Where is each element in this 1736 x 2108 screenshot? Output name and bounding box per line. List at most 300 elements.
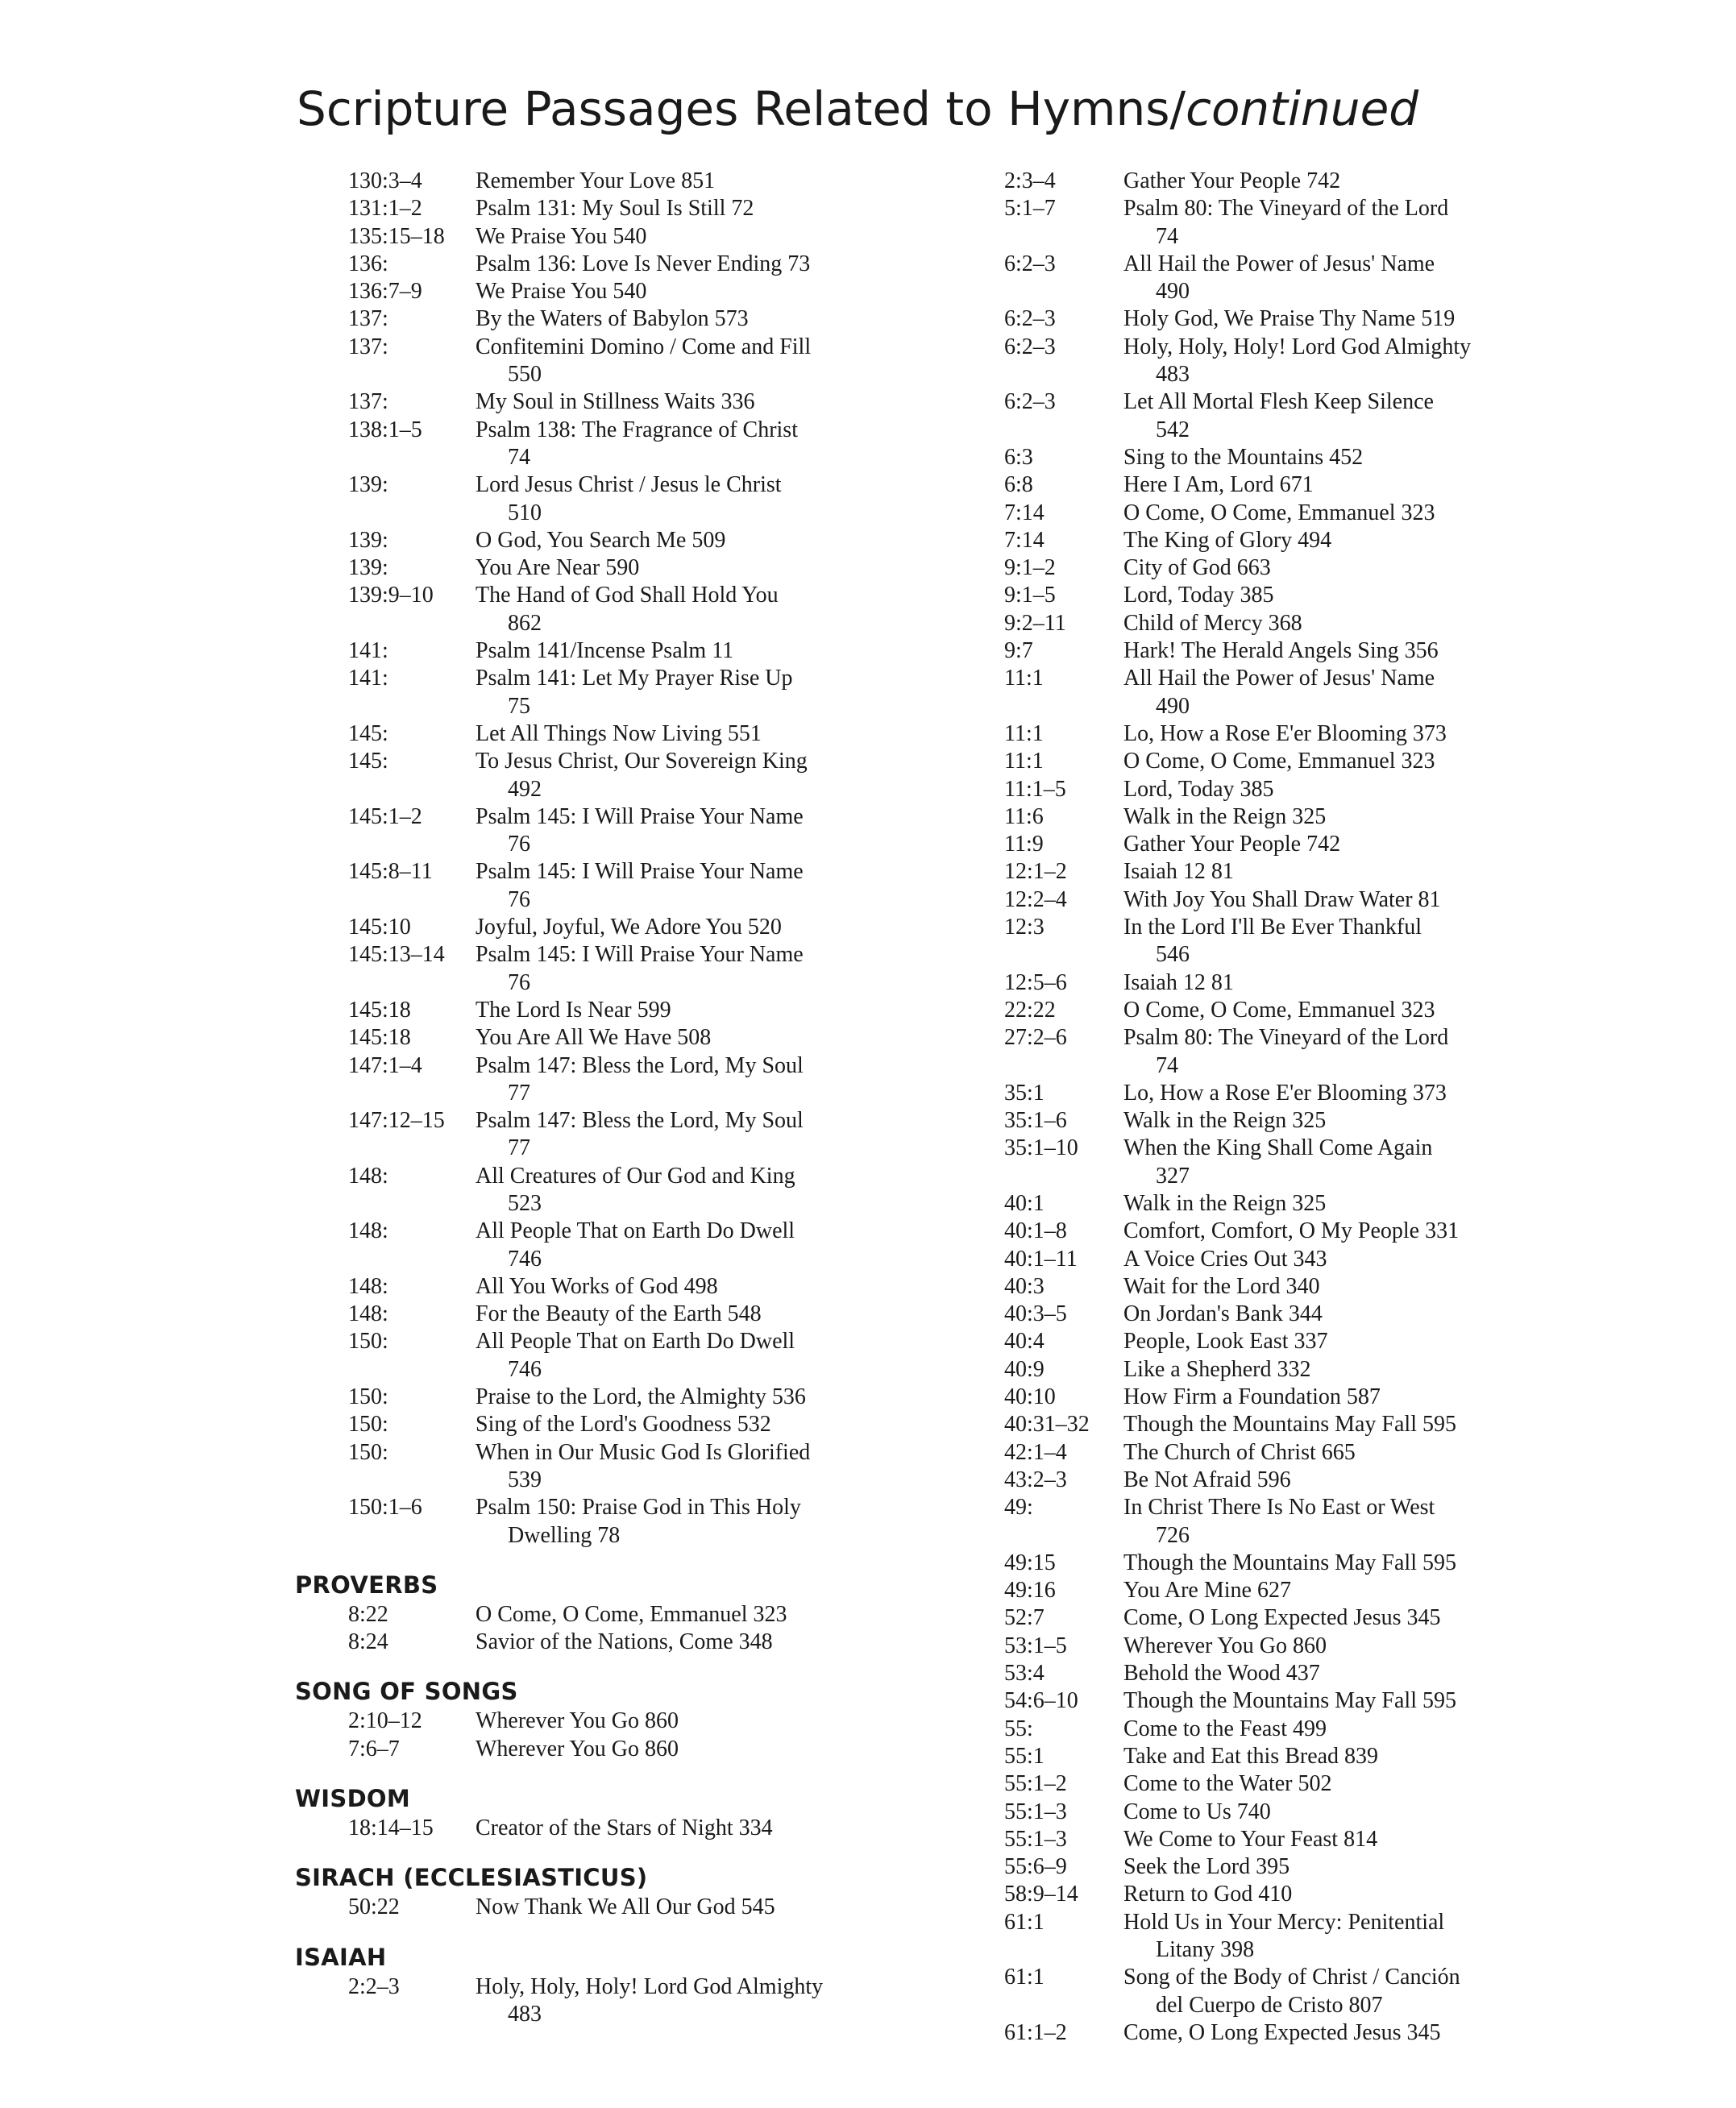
entry-line (1004, 500, 1520, 527)
scripture-ref: 61:1 (1004, 1909, 1045, 1935)
scripture-ref: 9:1–2 (1004, 555, 1056, 581)
hymn-title: Praise to the Lord, the Almighty 536 (476, 1384, 806, 1410)
entry-line (295, 858, 875, 886)
scripture-ref: 150: (348, 1412, 388, 1438)
hymn-title: In Christ There Is No East or West (1123, 1495, 1435, 1521)
hymn-title: You Are All We Have 508 (476, 1025, 712, 1051)
hymn-title: Psalm 138: The Fragrance of Christ (476, 417, 798, 442)
entry-line (1004, 305, 1520, 333)
entry-line (295, 1708, 875, 1735)
hymn-title: Come to Us 740 (1123, 1799, 1271, 1824)
entry-line (295, 1024, 875, 1052)
hymn-title: Isaiah 12 81 (1123, 859, 1234, 885)
hymn-title: We Come to Your Feast 814 (1123, 1826, 1378, 1852)
entry-line (1004, 1135, 1520, 1162)
entry-line (1004, 610, 1520, 637)
scripture-ref: 9:7 (1004, 638, 1033, 664)
scripture-ref: 148: (348, 1301, 388, 1327)
hymn-title: Come to the Feast 499 (1123, 1716, 1327, 1741)
scripture-ref: 40:9 (1004, 1356, 1045, 1382)
hymn-title: O Come, O Come, Emmanuel 323 (1123, 997, 1435, 1023)
entry-line (295, 1190, 875, 1218)
entry-line (1004, 1743, 1520, 1770)
entry-line (295, 748, 875, 775)
scripture-ref: 6:2–3 (1004, 251, 1056, 276)
book-heading (295, 1569, 875, 1601)
hymn-title: Wherever You Go 860 (476, 1736, 679, 1762)
scripture-ref: 145:18 (348, 1025, 411, 1051)
right-column (1004, 168, 1520, 2047)
entry-line (1004, 1273, 1520, 1301)
entry-line (1004, 1853, 1520, 1881)
hymn-title: Seek the Lord 395 (1123, 1854, 1290, 1880)
entry-line (1004, 334, 1520, 361)
entry-line (1004, 1522, 1520, 1550)
book-heading-label: ISAIAH (295, 1943, 387, 1971)
entry-line (295, 831, 875, 858)
entry-line (1004, 1356, 1520, 1384)
entry-line (295, 665, 875, 692)
hymn-title: Holy, Holy, Holy! Lord God Almighty (1123, 334, 1472, 359)
entry-line (295, 1736, 875, 1763)
entry-line (1004, 1246, 1520, 1273)
entry-line (1004, 1687, 1520, 1715)
hymn-title: City of God 663 (1123, 555, 1271, 581)
hymn-title: All You Works of God 498 (476, 1273, 718, 1299)
scripture-ref: 147:1–4 (348, 1052, 422, 1078)
entry-line (295, 1411, 875, 1438)
hymn-title: Psalm 150: Praise God in This Holy (476, 1495, 801, 1521)
entry-line (1004, 831, 1520, 858)
book-heading-label: WISDOM (295, 1785, 411, 1813)
scripture-ref: 141: (348, 638, 388, 664)
entry-line (1004, 554, 1520, 582)
entry-line (295, 776, 875, 803)
scripture-ref: 40:31–32 (1004, 1412, 1090, 1438)
hymn-title: Holy, Holy, Holy! Lord God Almighty (476, 1973, 824, 1999)
hymn-title-continued: 550 (508, 362, 542, 388)
hymn-title: Isaiah 12 81 (1123, 969, 1234, 995)
entry-line (1004, 1633, 1520, 1660)
hymn-title-continued: 746 (508, 1246, 542, 1272)
entry-line (1004, 1881, 1520, 1908)
hymn-title: O Come, O Come, Emmanuel 323 (1123, 749, 1435, 774)
book-heading (295, 1861, 875, 1894)
scripture-ref: 136:7–9 (348, 279, 422, 305)
scripture-ref: 2:3–4 (1004, 168, 1056, 193)
entry-line (1004, 1577, 1520, 1604)
hymn-title: A Voice Cries Out 343 (1123, 1246, 1327, 1272)
hymn-title: How Firm a Foundation 587 (1123, 1384, 1381, 1410)
hymn-title: My Soul in Stillness Waits 336 (476, 389, 755, 415)
scripture-ref: 55:6–9 (1004, 1854, 1067, 1880)
entry-line (1004, 1964, 1520, 1991)
hymn-title-continued: 74 (508, 444, 530, 470)
hymn-title: Wait for the Lord 340 (1123, 1273, 1320, 1299)
entry-line (1004, 168, 1520, 195)
scripture-ref: 145:10 (348, 915, 411, 940)
scripture-ref: 141: (348, 666, 388, 691)
entry-line (295, 334, 875, 361)
entry-line (1004, 251, 1520, 278)
entry-line (295, 388, 875, 416)
hymn-title-continued: 75 (508, 693, 530, 719)
scripture-ref: 12:5–6 (1004, 969, 1067, 995)
hymn-title: Confitemini Domino / Come and Fill (476, 334, 812, 359)
hymn-title: Wherever You Go 860 (1123, 1633, 1327, 1658)
entry-line (295, 1080, 875, 1107)
scripture-ref: 150:1–6 (348, 1495, 422, 1521)
scripture-ref: 11:1–5 (1004, 776, 1066, 802)
entry-line (295, 610, 875, 637)
entry-line (295, 527, 875, 554)
scripture-ref: 9:1–5 (1004, 583, 1056, 608)
hymn-title: Psalm 131: My Soul Is Still 72 (476, 196, 754, 222)
hymn-title: Lo, How a Rose E'er Blooming 373 (1123, 720, 1447, 746)
entry-line (1004, 278, 1520, 305)
entry-line (295, 886, 875, 914)
entry-line (1004, 444, 1520, 471)
scripture-ref: 40:1–11 (1004, 1246, 1078, 1272)
entry-line (295, 1356, 875, 1384)
entry-line (1004, 803, 1520, 831)
scripture-ref: 137: (348, 389, 388, 415)
hymn-title-continued: 77 (508, 1135, 530, 1161)
entry-line (1004, 1467, 1520, 1494)
hymn-title-continued: 76 (508, 832, 530, 857)
entry-line (295, 223, 875, 251)
hymn-title-continued: 74 (1156, 223, 1178, 249)
book-heading-label: SONG OF SONGS (295, 1678, 518, 1706)
scripture-ref: 43:2–3 (1004, 1467, 1067, 1492)
hymn-title: By the Waters of Babylon 573 (476, 306, 749, 332)
entry-line (295, 1052, 875, 1080)
hymn-title: When in Our Music God Is Glorified (476, 1439, 811, 1465)
hymn-title: All Hail the Power of Jesus' Name (1123, 251, 1435, 276)
entry-line (1004, 1163, 1520, 1190)
entry-line (1004, 1107, 1520, 1135)
entry-line (295, 1467, 875, 1494)
scripture-ref: 6:3 (1004, 444, 1033, 470)
hymn-title: Behold the Wood 437 (1123, 1661, 1320, 1687)
hymn-title: Sing to the Mountains 452 (1123, 444, 1364, 470)
hymn-title: Joyful, Joyful, We Adore You 520 (476, 915, 782, 940)
entry-line (295, 1522, 875, 1550)
scripture-ref: 136: (348, 251, 388, 276)
hymn-title: Wherever You Go 860 (476, 1708, 679, 1734)
hymn-title: Creator of the Stars of Night 334 (476, 1815, 773, 1841)
entry-line (295, 168, 875, 195)
entry-line (295, 251, 875, 278)
hymn-title: Come, O Long Expected Jesus 345 (1123, 1605, 1441, 1631)
book-heading (295, 1941, 875, 1973)
entry-line (295, 1163, 875, 1190)
entry-line (295, 941, 875, 969)
scripture-ref: 53:1–5 (1004, 1633, 1067, 1658)
scripture-ref: 148: (348, 1273, 388, 1299)
hymn-title-continued: del Cuerpo de Cristo 807 (1156, 1992, 1383, 2018)
entry-line (295, 1328, 875, 1355)
scripture-ref: 49:15 (1004, 1550, 1056, 1575)
entry-line (295, 693, 875, 720)
hymn-title-continued: 77 (508, 1080, 530, 1106)
entry-line (295, 720, 875, 748)
entry-line (295, 969, 875, 997)
page-title-continued: continued (1186, 81, 1419, 136)
entry-line (1004, 693, 1520, 720)
scripture-ref: 131:1–2 (348, 196, 422, 222)
scripture-ref: 2:10–12 (348, 1708, 422, 1734)
scripture-ref: 139: (348, 527, 388, 553)
entry-line (1004, 858, 1520, 886)
hymn-title: Remember Your Love 851 (476, 168, 716, 193)
entry-line (1004, 665, 1520, 692)
hymn-title: In the Lord I'll Be Ever Thankful (1123, 915, 1422, 940)
scripture-ref: 148: (348, 1163, 388, 1189)
hymn-title: Psalm 147: Bless the Lord, My Soul (476, 1108, 804, 1134)
scripture-ref: 40:3–5 (1004, 1301, 1067, 1327)
hymn-title: For the Beauty of the Earth 548 (476, 1301, 762, 1327)
scripture-ref: 6:2–3 (1004, 334, 1056, 359)
scripture-ref: 139:9–10 (348, 583, 434, 608)
scripture-ref: 139: (348, 555, 388, 581)
scripture-ref: 49:16 (1004, 1578, 1056, 1604)
hymn-title: The King of Glory 494 (1123, 527, 1332, 553)
hymn-title: Psalm 145: I Will Praise Your Name (476, 859, 804, 885)
scripture-ref: 11:1 (1004, 666, 1044, 691)
book-heading-label: SIRACH (ECCLESIASTICUS) (295, 1864, 648, 1892)
hymn-title-continued: 539 (508, 1467, 542, 1492)
book-heading (295, 1782, 875, 1815)
entry-line (1004, 527, 1520, 554)
scripture-ref: 130:3–4 (348, 168, 422, 193)
scripture-ref: 40:3 (1004, 1273, 1045, 1299)
hymn-title: Walk in the Reign 325 (1123, 1190, 1327, 1216)
entry-line (1004, 195, 1520, 222)
scripture-ref: 145:18 (348, 997, 411, 1023)
hymn-title: All People That on Earth Do Dwell (476, 1218, 795, 1244)
entry-line (295, 1273, 875, 1301)
hymn-title-continued: 542 (1156, 417, 1190, 442)
scripture-ref: 2:2–3 (348, 1973, 400, 1999)
book-heading (295, 1675, 875, 1708)
hymn-title-continued: 74 (1156, 1052, 1178, 1078)
hymn-title-continued: 76 (508, 969, 530, 995)
scripture-ref: 55:1 (1004, 1743, 1045, 1769)
scripture-ref: 49: (1004, 1495, 1033, 1521)
hymn-title-continued: 726 (1156, 1522, 1190, 1548)
hymn-title: Lord Jesus Christ / Jesus le Christ (476, 472, 782, 498)
hymn-title: Let All Mortal Flesh Keep Silence (1123, 389, 1434, 415)
scripture-ref: 58:9–14 (1004, 1882, 1078, 1907)
section-spacer (295, 1656, 875, 1675)
scripture-ref: 137: (348, 306, 388, 332)
hymn-title: Like a Shepherd 332 (1123, 1356, 1311, 1382)
hymn-title: Psalm 80: The Vineyard of the Lord (1123, 196, 1449, 222)
entry-line (295, 361, 875, 388)
scripture-ref: 18:14–15 (348, 1815, 434, 1841)
scripture-ref: 135:15–18 (348, 223, 445, 249)
hymn-title: Psalm 136: Love Is Never Ending 73 (476, 251, 811, 276)
hymn-title: Come, O Long Expected Jesus 345 (1123, 2019, 1441, 2045)
entry-line (1004, 1301, 1520, 1328)
scripture-ref: 137: (348, 334, 388, 359)
entry-line (1004, 417, 1520, 444)
entry-line (295, 195, 875, 222)
entry-line (1004, 969, 1520, 997)
scripture-ref: 6:8 (1004, 472, 1033, 498)
hymn-title: Let All Things Now Living 551 (476, 720, 762, 746)
scripture-ref: 40:10 (1004, 1384, 1056, 1410)
entry-line (295, 1246, 875, 1273)
hymn-title-continued: Litany 398 (1156, 1937, 1255, 1962)
entry-line (1004, 1411, 1520, 1438)
hymn-title: All Creatures of Our God and King (476, 1163, 795, 1189)
hymn-title: The Hand of God Shall Hold You (476, 583, 779, 608)
entry-line (295, 1107, 875, 1135)
scripture-ref: 7:14 (1004, 500, 1045, 525)
scripture-ref: 145: (348, 749, 388, 774)
entry-line (1004, 1826, 1520, 1853)
hymn-title-continued: Dwelling 78 (508, 1522, 621, 1548)
hymn-title: Psalm 145: I Will Praise Your Name (476, 803, 804, 829)
page-title-main: Scripture Passages Related to Hymns/ (297, 81, 1186, 136)
scripture-ref: 148: (348, 1218, 388, 1244)
entry-line (1004, 637, 1520, 665)
hymn-title-continued: 490 (1156, 693, 1190, 719)
entry-line (295, 2001, 875, 2028)
hymn-title: Though the Mountains May Fall 595 (1123, 1412, 1456, 1438)
hymn-title: O Come, O Come, Emmanuel 323 (1123, 500, 1435, 525)
entry-line (1004, 361, 1520, 388)
scripture-ref: 40:4 (1004, 1329, 1045, 1355)
scripture-ref: 55:1–3 (1004, 1799, 1067, 1824)
entry-line (295, 997, 875, 1024)
hymn-title: You Are Mine 627 (1123, 1578, 1291, 1604)
hymn-title: Be Not Afraid 596 (1123, 1467, 1291, 1492)
entry-line (295, 1815, 875, 1842)
scripture-ref: 145:1–2 (348, 803, 422, 829)
hymn-title: Sing of the Lord's Goodness 532 (476, 1412, 771, 1438)
hymn-title: All People That on Earth Do Dwell (476, 1329, 795, 1355)
scripture-ref: 35:1–6 (1004, 1108, 1067, 1134)
hymn-title-continued: 492 (508, 776, 542, 802)
entry-line (295, 1601, 875, 1629)
scripture-ref: 55: (1004, 1716, 1033, 1741)
scripture-ref: 42:1–4 (1004, 1439, 1067, 1465)
scripture-ref: 11:6 (1004, 803, 1044, 829)
scripture-ref: 50:22 (348, 1894, 400, 1920)
scripture-ref: 8:24 (348, 1629, 388, 1655)
hymn-title: On Jordan's Bank 344 (1123, 1301, 1323, 1327)
entry-line (295, 914, 875, 941)
scripture-ref: 55:1–2 (1004, 1771, 1067, 1797)
entry-line (1004, 1494, 1520, 1521)
hymn-title: Psalm 141/Incense Psalm 11 (476, 638, 734, 664)
entry-line (295, 582, 875, 609)
hymn-title-continued: 483 (1156, 362, 1190, 388)
entry-line (1004, 1936, 1520, 1964)
hymn-title: Walk in the Reign 325 (1123, 1108, 1327, 1134)
scripture-ref: 52:7 (1004, 1605, 1045, 1631)
left-column (295, 168, 875, 2028)
hymn-title-continued: 523 (508, 1190, 542, 1216)
entry-line (295, 305, 875, 333)
scripture-ref: 150: (348, 1329, 388, 1355)
book-heading-label: PROVERBS (295, 1571, 438, 1599)
entry-line (295, 803, 875, 831)
entry-line (1004, 1799, 1520, 1826)
section-spacer (295, 1842, 875, 1861)
entry-line (1004, 776, 1520, 803)
hymn-title: All Hail the Power of Jesus' Name (1123, 666, 1435, 691)
hymn-title: Return to God 410 (1123, 1882, 1293, 1907)
hymn-title: Hold Us in Your Mercy: Penitential (1123, 1909, 1445, 1935)
hymn-title: You Are Near 590 (476, 555, 640, 581)
hymn-title-continued: 490 (1156, 279, 1190, 305)
scripture-ref: 61:1–2 (1004, 2019, 1067, 2045)
hymn-title: Song of the Body of Christ / Canción (1123, 1965, 1460, 1990)
hymn-title: Child of Mercy 368 (1123, 610, 1302, 636)
scripture-ref: 145: (348, 720, 388, 746)
entry-line (1004, 1218, 1520, 1245)
entry-line (295, 1384, 875, 1411)
entry-line (1004, 1660, 1520, 1687)
entry-line (1004, 1080, 1520, 1107)
scripture-ref: 11:1 (1004, 720, 1044, 746)
entry-line (1004, 941, 1520, 969)
entry-line (1004, 1604, 1520, 1632)
hymn-title-continued: 483 (508, 2001, 542, 2027)
entry-line (295, 1218, 875, 1245)
entry-line (295, 1135, 875, 1162)
entry-line (1004, 1052, 1520, 1080)
hymn-title: Lord, Today 385 (1123, 583, 1274, 608)
hymn-title: To Jesus Christ, Our Sovereign King (476, 749, 808, 774)
hymn-title: Walk in the Reign 325 (1123, 803, 1327, 829)
entry-line (1004, 748, 1520, 775)
hymn-title: O Come, O Come, Emmanuel 323 (476, 1601, 787, 1627)
hymn-title: Now Thank We All Our God 545 (476, 1894, 775, 1920)
hymn-title: Lord, Today 385 (1123, 776, 1274, 802)
hymn-title: Psalm 147: Bless the Lord, My Soul (476, 1052, 804, 1078)
hymn-title-continued: 862 (508, 610, 542, 636)
hymn-title: The Church of Christ 665 (1123, 1439, 1356, 1465)
scripture-ref: 147:12–15 (348, 1108, 445, 1134)
entry-line (1004, 1024, 1520, 1052)
scripture-ref: 8:22 (348, 1601, 388, 1627)
entry-line (1004, 582, 1520, 609)
hymn-title: Come to the Water 502 (1123, 1771, 1332, 1797)
scripture-ref: 6:2–3 (1004, 306, 1056, 332)
section-spacer (295, 1922, 875, 1941)
scripture-ref: 35:1 (1004, 1080, 1045, 1106)
hymn-title: Though the Mountains May Fall 595 (1123, 1550, 1456, 1575)
scripture-ref: 54:6–10 (1004, 1688, 1078, 1714)
hymn-title: Psalm 145: I Will Praise Your Name (476, 942, 804, 968)
hymn-title: Here I Am, Lord 671 (1123, 472, 1314, 498)
entry-line (295, 1629, 875, 1656)
entry-line (295, 637, 875, 665)
scripture-ref: 12:1–2 (1004, 859, 1067, 885)
hymn-title: Psalm 141: Let My Prayer Rise Up (476, 666, 793, 691)
entry-line (295, 444, 875, 471)
scripture-ref: 139: (348, 472, 388, 498)
scripture-ref: 138:1–5 (348, 417, 422, 442)
hymn-title-continued: 510 (508, 500, 542, 525)
scripture-ref: 55:1–3 (1004, 1826, 1067, 1852)
entry-line (295, 1894, 875, 1921)
